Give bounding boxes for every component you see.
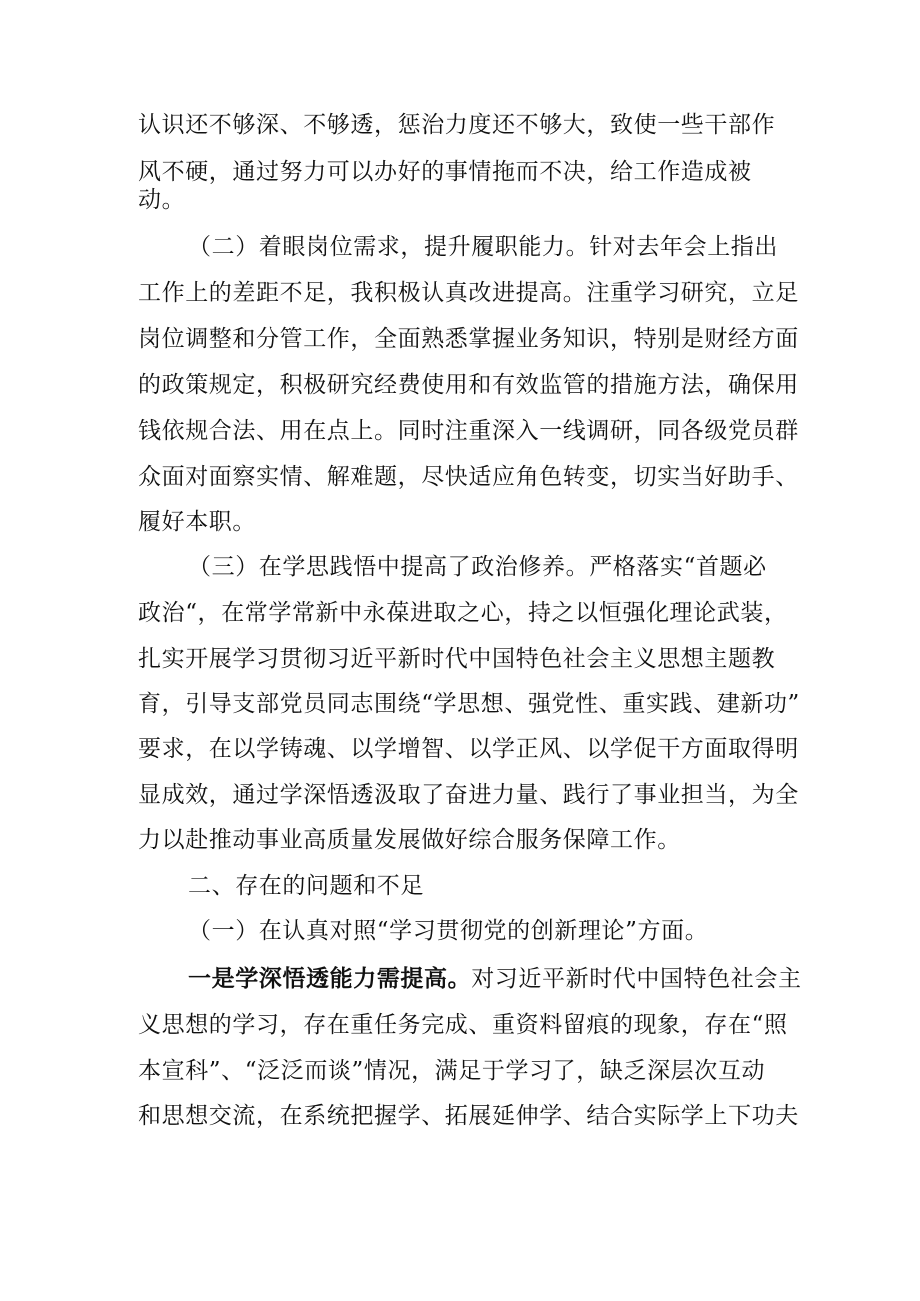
paragraph-3-line-3: 扎实开展学习贯彻习近平新时代中国特色社会主义思想主题教 <box>138 646 776 672</box>
paragraph-4-lead: 一是学深悟透能力需提高。 <box>188 966 472 992</box>
paragraph-3-line-6: 显成效，通过学深悟透汲取了奋进力量、践行了事业担当，为全 <box>138 782 799 808</box>
paragraph-2-line-7: 履好本职。 <box>138 509 256 535</box>
paragraph-1-line-3: 动。 <box>138 187 186 213</box>
section-heading: 二、存在的问题和不足 <box>188 873 424 899</box>
paragraph-2-line-1: （二）着眼岗位需求，提升履职能力。针对去年会上指出 <box>188 234 778 260</box>
paragraph-4-line-3: 本宣科”、“泛泛而谈”情况，满足于学习了，缺乏深层次互动 <box>138 1058 766 1084</box>
paragraph-4-line-1 <box>188 964 802 994</box>
paragraph-4-first-rest: 对习近平新时代中国特色社会主 <box>471 966 802 992</box>
paragraph-2-line-3: 岗位调整和分管工作，全面熟悉掌握业务知识，特别是财经方面 <box>138 326 799 352</box>
paragraph-1-line-1: 认识还不够深、不够透，惩治力度还不够大，致使一些干部作 <box>138 112 776 138</box>
paragraph-3-line-4: 育，引导支部党员同志围绕“学思想、强党性、重实践、建新功” <box>138 691 800 717</box>
paragraph-2-line-5: 钱依规合法、用在点上。同时注重深入一线调研，同各级党员群 <box>138 418 799 444</box>
paragraph-1-line-2: 风不硬，通过努力可以办好的事情拖而不决，给工作造成被 <box>138 159 752 185</box>
paragraph-3-line-5: 要求，在以学铸魂、以学增智、以学正风、以学促干方面取得明 <box>138 736 799 762</box>
paragraph-4-line-4: 和思想交流，在系统把握学、拓展延伸学、结合实际学上下功夫 <box>138 1103 799 1129</box>
paragraph-4-line-2: 义思想的学习，存在重任务完成、重资料留痕的现象，存在“照 <box>138 1012 788 1038</box>
paragraph-3-line-7: 力以赴推动事业高质量发展做好综合服务保障工作。 <box>138 827 681 853</box>
paragraph-2-line-6: 众面对面察实情、解难题，尽快适应角色转变，切实当好助手、 <box>138 464 799 490</box>
paragraph-3-line-2: 政治“，在常学常新中永葆进取之心，持之以恒强化理论武装， <box>138 600 788 626</box>
paragraph-2-line-4: 的政策规定，积极研究经费使用和有效监管的措施方法，确保用 <box>138 372 799 398</box>
paragraph-3-line-1: （三）在学思践悟中提高了政治修养。严格落实“首题必 <box>188 554 767 580</box>
paragraph-2-line-2: 工作上的差距不足，我积极认真改进提高。注重学习研究，立足 <box>138 280 799 306</box>
sub-heading: （一）在认真对照“学习贯彻党的创新理论”方面。 <box>188 918 709 944</box>
